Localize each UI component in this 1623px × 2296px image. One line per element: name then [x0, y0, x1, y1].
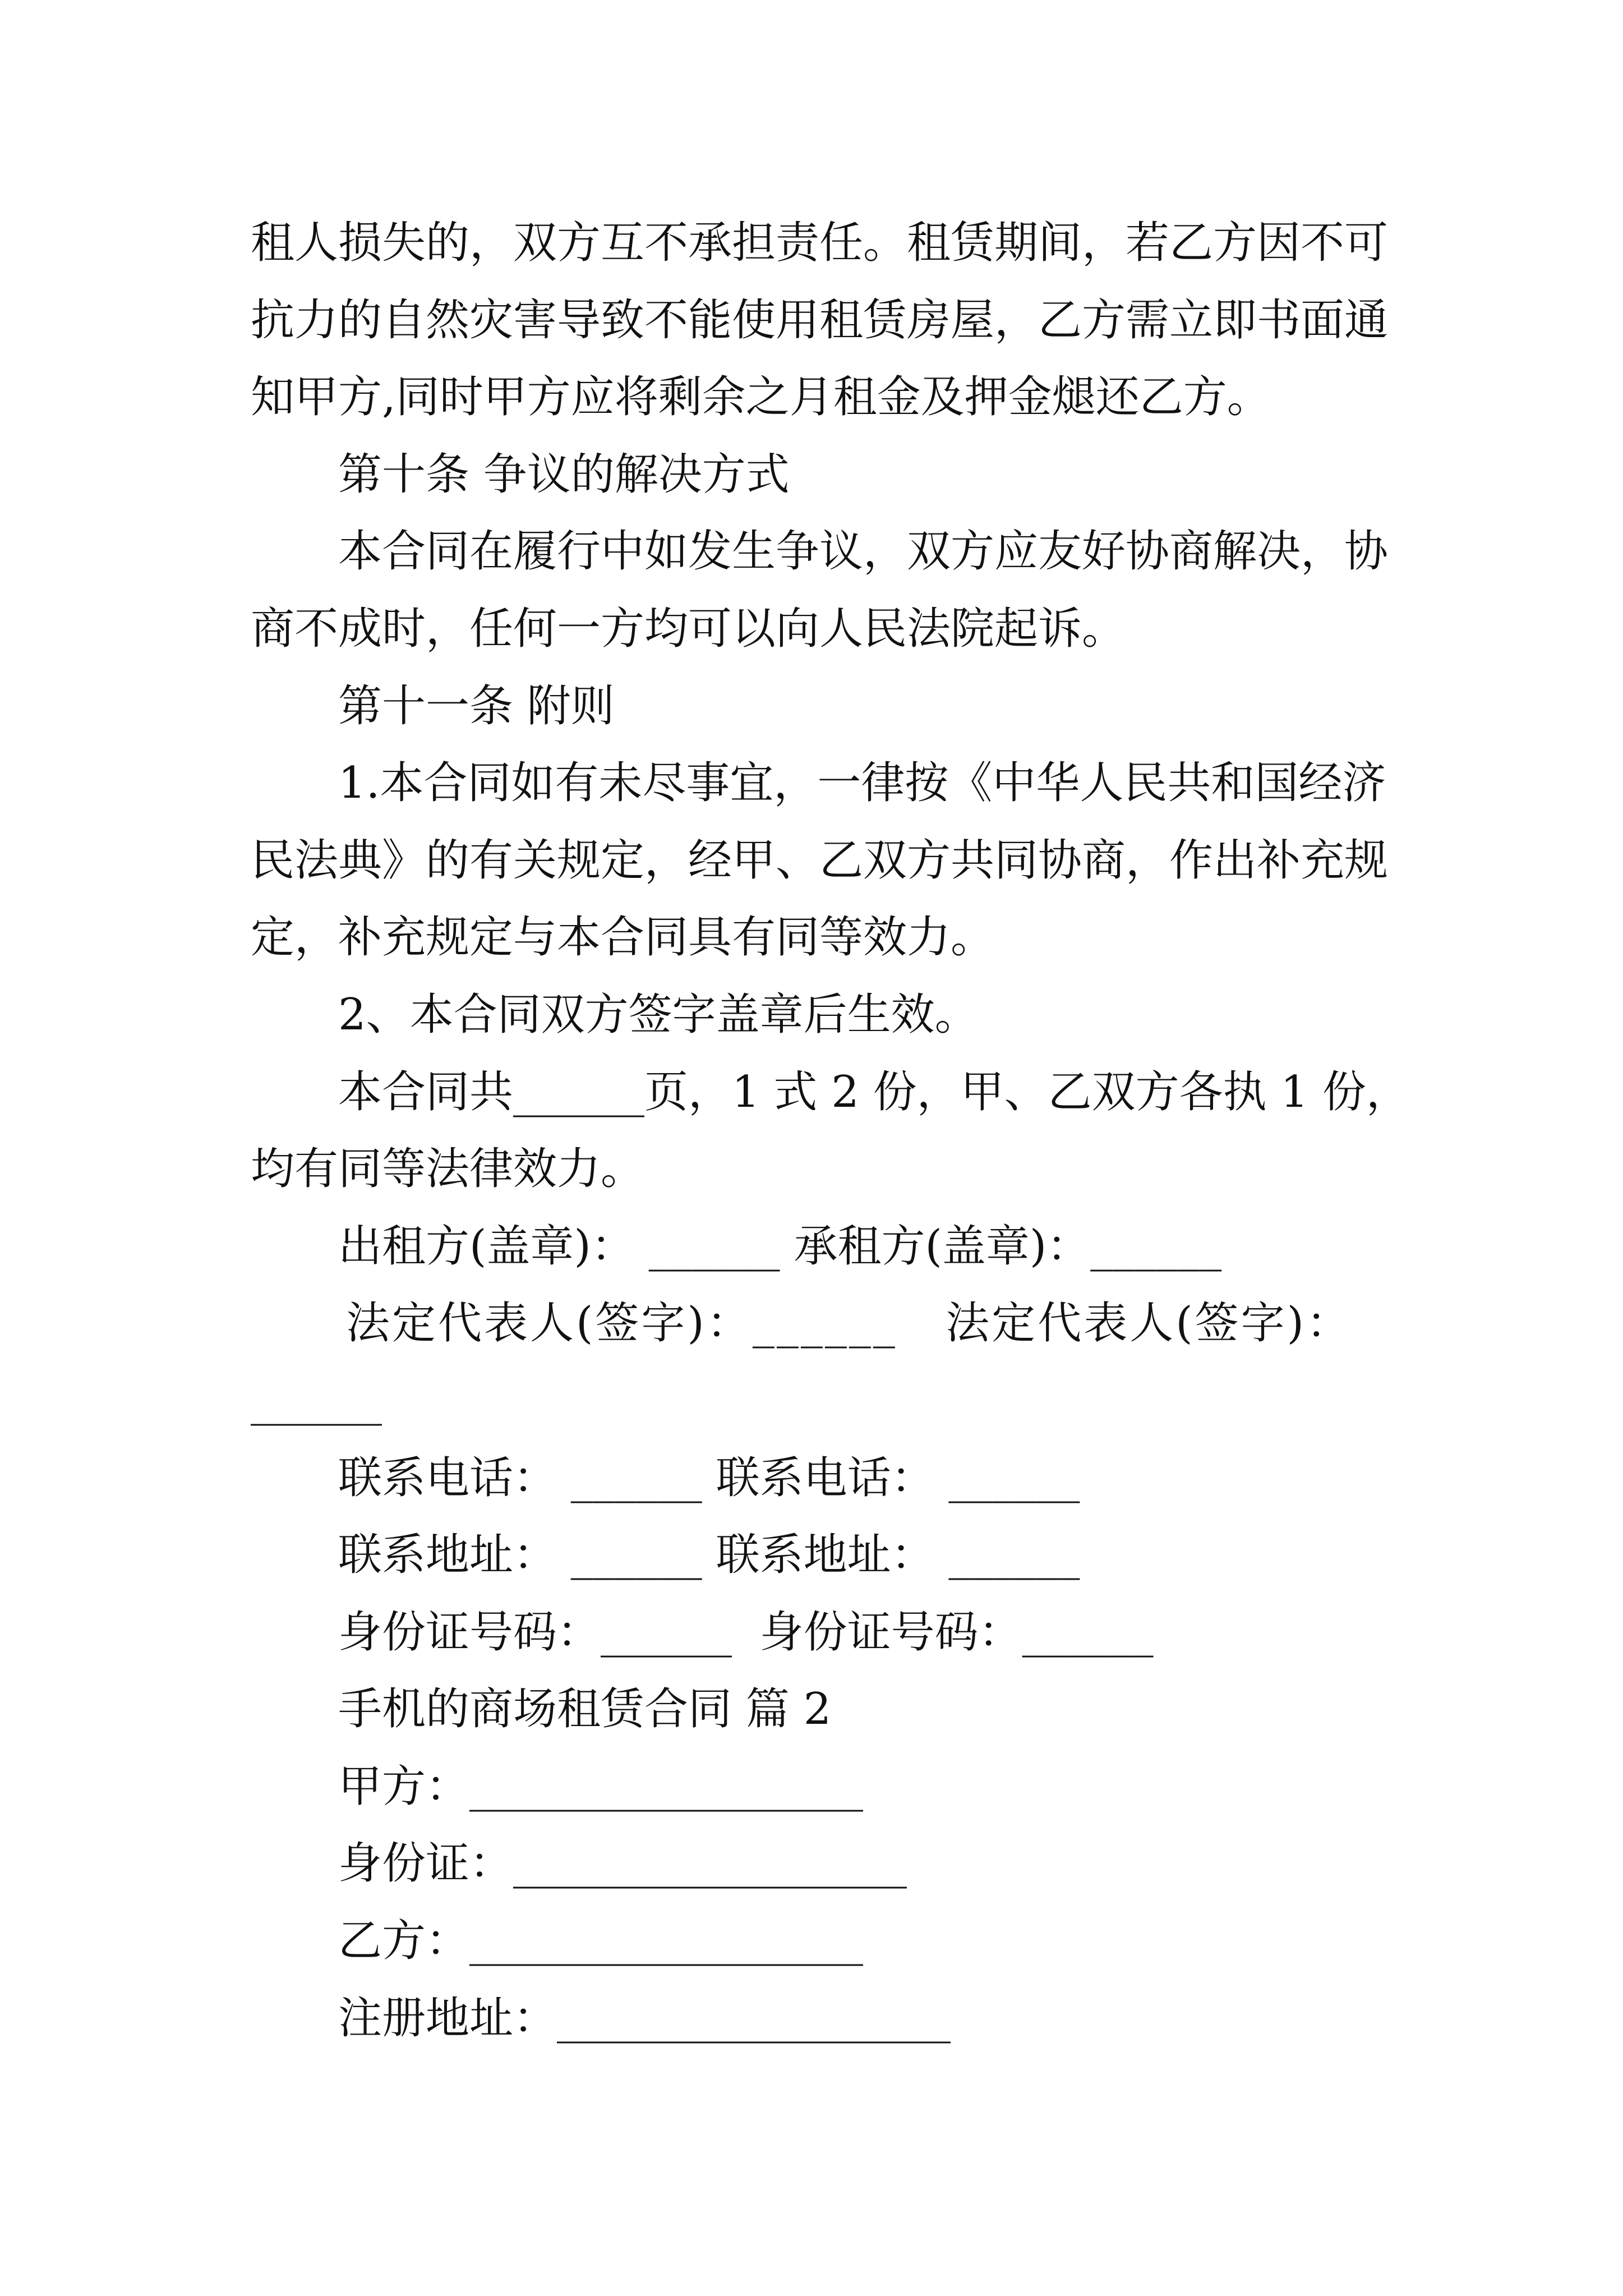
representative-signature-blank: ______: [251, 1375, 382, 1426]
clause-9-text-line: 知甲方,同时甲方应将剩余之月租金及押金煺还乙方。: [251, 372, 1271, 423]
clause-11-item-1-line: 1.本合同如有未尽事宜，一律按《中华人民共和国经济: [338, 758, 1386, 809]
representative-signature-row: 法定代表人(签字)：______ 法定代表人(签字)：: [346, 1298, 1353, 1349]
seal-signature-row: 出租方(盖章)： ______ 承租方(盖章)：______: [338, 1221, 1222, 1272]
phone-row: 联系电话： ______ 联系电话： ______: [338, 1452, 1080, 1503]
address-row: 联系地址： ______ 联系地址： ______: [338, 1530, 1080, 1581]
clause-11-item-1-line: 定，补充规定与本合同具有同等效力。: [251, 912, 995, 963]
clause-9-text-line: 租人损失的，双方互不承担责任。租赁期间，若乙方因不可: [251, 218, 1389, 268]
clause-10-heading: 第十条 争议的解决方式: [338, 449, 790, 500]
copies-statement-line: 均有同等法律效力。: [251, 1144, 645, 1195]
clause-11-item-2: 2、本合同双方签字盖章后生效。: [338, 989, 979, 1040]
clause-10-text-line: 本合同在履行中如发生争议，双方应友好协商解决，协: [338, 526, 1389, 577]
clause-11-heading: 第十一条 附则: [338, 680, 615, 731]
party-a-field: 甲方：__________________: [338, 1761, 864, 1812]
clause-11-item-1-line: 民法典》的有关规定，经甲、乙双方共同协商，作出补充规: [251, 835, 1389, 886]
id-number-row: 身份证号码：______ 身份证号码：______: [338, 1607, 1154, 1658]
section-2-title: 手机的商场租赁合同 篇 2: [338, 1684, 832, 1735]
copies-statement-line: 本合同共______页，1 式 2 份，甲、乙双方各执 1 份，: [338, 1066, 1410, 1117]
clause-9-text-line: 抗力的自然灾害导致不能使用租赁房屋，乙方需立即书面通: [251, 295, 1389, 346]
registered-address-field: 注册地址：__________________: [338, 1993, 951, 2044]
id-card-field: 身份证：__________________: [338, 1838, 907, 1889]
clause-10-text-line: 商不成时，任何一方均可以向人民法院起诉。: [251, 603, 1126, 654]
party-b-field: 乙方：__________________: [338, 1916, 864, 1967]
document-body: [251, 205, 1451, 2057]
